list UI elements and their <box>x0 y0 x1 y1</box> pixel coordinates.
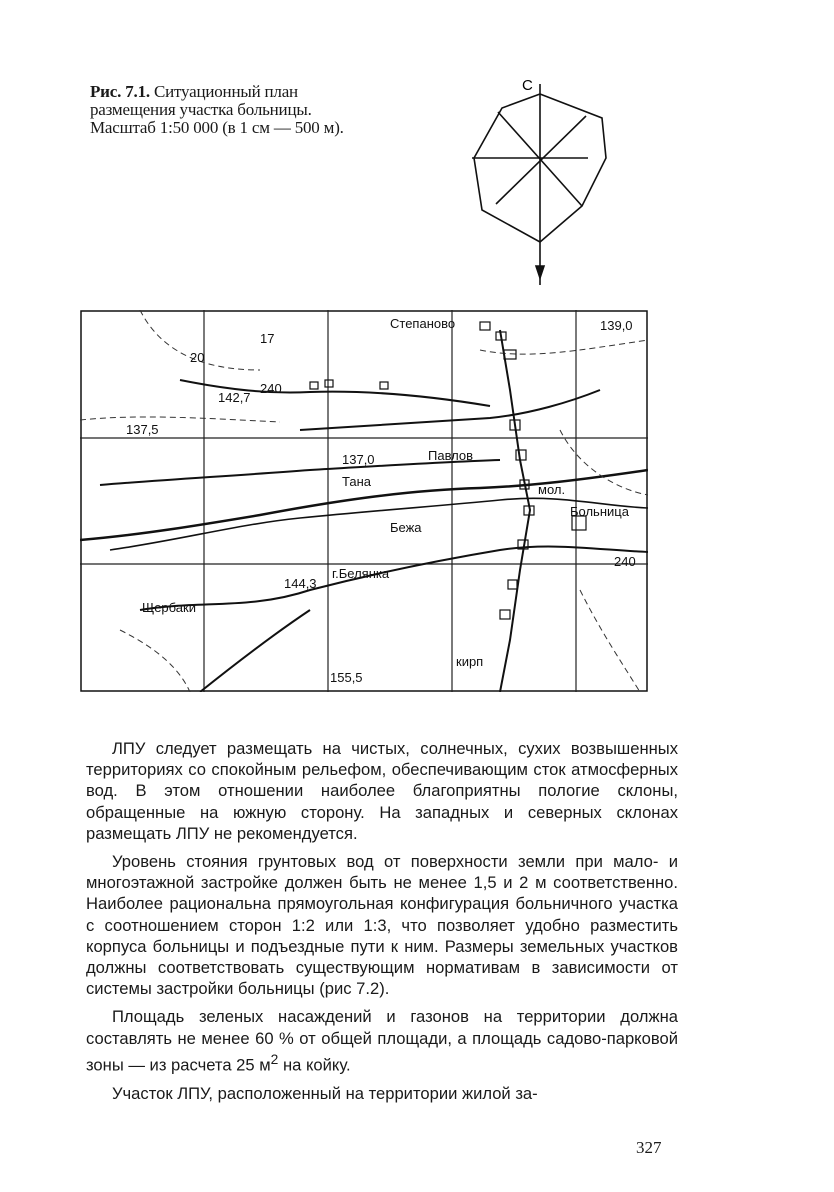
map-label-height-137-5: 137,5 <box>126 422 159 437</box>
map-label-height-139: 139,0 <box>600 318 633 333</box>
paragraph-4: Участок ЛПУ, расположенный на территории жилой за- <box>112 1083 538 1103</box>
map-label-stepanovo: Степаново <box>390 316 456 331</box>
map-label-17: 17 <box>260 331 275 346</box>
paragraph-3 <box>86 1006 678 1075</box>
compass-north-label: С <box>522 77 533 94</box>
map-label-height-155: 155,5 <box>330 670 363 685</box>
wind-rose-diagram <box>460 70 620 300</box>
page-number: 327 <box>636 1138 662 1157</box>
map-label-height-137-0: 137,0 <box>342 452 375 467</box>
map-label-kirp: кирп <box>456 654 484 669</box>
compass-rose <box>472 84 606 285</box>
paragraph-3-before: Площадь зеленых насаждений и газонов на территории должна составлять не менее 60 % от общей площади, а площадь садово-парковой зоны — из расчета 25 м <box>86 1007 678 1075</box>
map-label-20: 20 <box>190 350 205 365</box>
map-label-tana: Тана <box>342 474 371 489</box>
figure-caption <box>90 83 380 137</box>
map-label-height-142: 142,7 <box>218 390 251 405</box>
map-label-240-north: 240 <box>260 381 282 396</box>
figure-label: Рис. 7.1. <box>90 82 150 101</box>
map-label-pavlov: Павлов <box>428 448 474 463</box>
paragraph-3-after: на койку. <box>278 1055 351 1075</box>
map-label-scherbaki: Щербаки <box>142 600 196 615</box>
map-label-height-144: 144,3 <box>284 576 317 591</box>
figure-caption-text: Ситуационный план размещения участка больницы. Масштаб 1:50 000 (в 1 см — 500 м). <box>90 82 344 137</box>
paragraph-3-superscript: 2 <box>270 1050 279 1067</box>
map-label-bolnica: Больница <box>570 504 629 519</box>
map-label-mol: мол. <box>538 482 566 497</box>
map-label-bezha: Бежа <box>390 520 422 535</box>
paragraph-2: Уровень стояния грунтовых вод от поверхности земли при мало- и многоэтажной застройке должен быть не менее 1,5 и 2 м соответственно. Наиболее рациональна прямоугольная конфигурация больничного участка с соотношением сторон 1:2 или 1:3, что позволяет удобно разместить корпуса больницы и подъездные пути к ним. Размеры земельных участков должны соответствовать существующим нормативам в зависимости от системы застройки больницы (рис 7.2). <box>86 852 678 999</box>
paragraph-1: ЛПУ следует размещать на чистых, солнечных, сухих возвышенных территориях со спокойным рельефом, обеспечивающим сток атмосферных вод. В этом отношении наиболее благоприятны пологие склоны, обращенные на южную сторону. На западных и северных склонах размещать ЛПУ не рекомендуется. <box>86 739 678 843</box>
body-text <box>86 738 678 1111</box>
map-label-240-east: 240 <box>614 554 636 569</box>
situational-map <box>80 310 648 692</box>
map-label-belyanka: г.Белянка <box>332 566 390 581</box>
